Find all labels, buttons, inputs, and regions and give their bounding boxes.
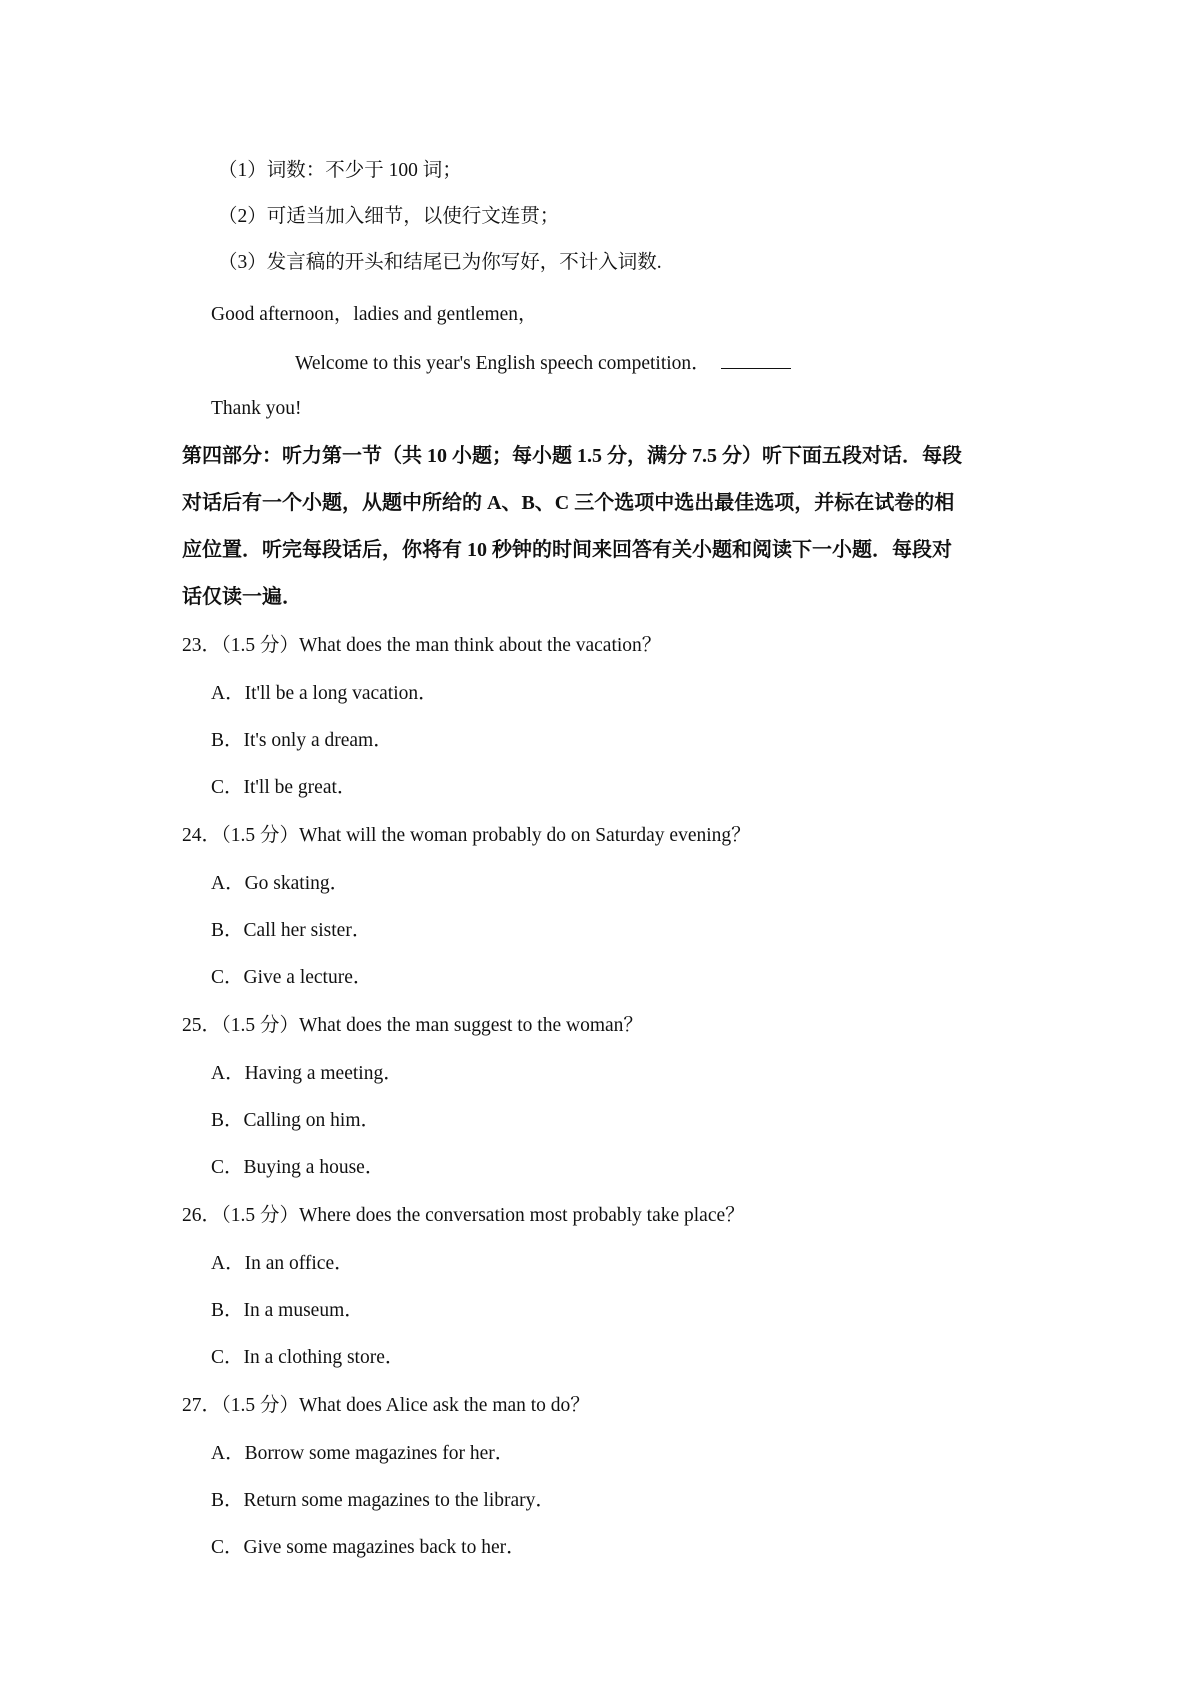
requirement-3: （3）发言稿的开头和结尾已为你写好，不计入词数. <box>218 252 662 273</box>
question-24-option-b: B．Call her sister． <box>211 920 372 941</box>
question-27-option-c: C．Give some magazines back to her． <box>211 1537 526 1558</box>
section-heading-line-2: 对话后有一个小题，从题中所给的 A、B、C 三个选项中选出最佳选项，并标在试卷的相 <box>182 492 955 514</box>
question-23-stem: 23．（1.5 分）What does the man think about the vacation？ <box>182 635 662 656</box>
speech-welcome: Welcome to this year's English speech competition． <box>295 353 711 374</box>
speech-closing: Thank you! <box>211 398 302 419</box>
question-27-option-a: A．Borrow some magazines for her． <box>211 1443 515 1464</box>
requirement-1: （1）词数：不少于 100 词； <box>218 160 462 181</box>
writing-blank[interactable] <box>721 348 791 369</box>
question-25-option-c: C．Buying a house． <box>211 1157 385 1178</box>
section-heading-line-4: 话仅读一遍． <box>182 586 302 608</box>
section-heading-line-1: 第四部分：听力第一节（共 10 小题；每小题 1.5 分，满分 7.5 分）听下面五段对话．每段 <box>182 445 962 467</box>
section-heading-line-3: 应位置．听完每段话后，你将有 10 秒钟的时间来回答有关小题和阅读下一小题．每段对 <box>182 539 952 561</box>
question-25-option-a: A．Having a meeting． <box>211 1063 403 1084</box>
question-23-option-b: B．It's only a dream． <box>211 730 393 751</box>
question-25-stem: 25．（1.5 分）What does the man suggest to the woman？ <box>182 1015 643 1036</box>
question-25-option-b: B．Calling on him． <box>211 1110 381 1131</box>
speech-greeting: Good afternoon，ladies and gentlemen， <box>211 304 538 325</box>
question-27-stem: 27．（1.5 分）What does Alice ask the man to do？ <box>182 1395 590 1416</box>
question-24-option-a: A．Go skating． <box>211 873 350 894</box>
question-23-option-c: C．It'll be great． <box>211 777 357 798</box>
requirement-2: （2）可适当加入细节，以使行文连贯； <box>218 206 560 227</box>
speech-welcome-line <box>295 348 791 377</box>
question-26-option-b: B．In a museum． <box>211 1300 364 1321</box>
question-27-option-b: B．Return some magazines to the library． <box>211 1490 555 1511</box>
question-26-stem: 26．（1.5 分）Where does the conversation most probably take place？ <box>182 1205 745 1226</box>
question-26-option-a: A．In an office． <box>211 1253 354 1274</box>
question-24-stem: 24．（1.5 分）What will the woman probably do on Saturday evening？ <box>182 825 751 846</box>
question-24-option-c: C．Give a lecture． <box>211 967 373 988</box>
question-23-option-a: A．It'll be a long vacation． <box>211 683 438 704</box>
question-26-option-c: C．In a clothing store． <box>211 1347 405 1368</box>
